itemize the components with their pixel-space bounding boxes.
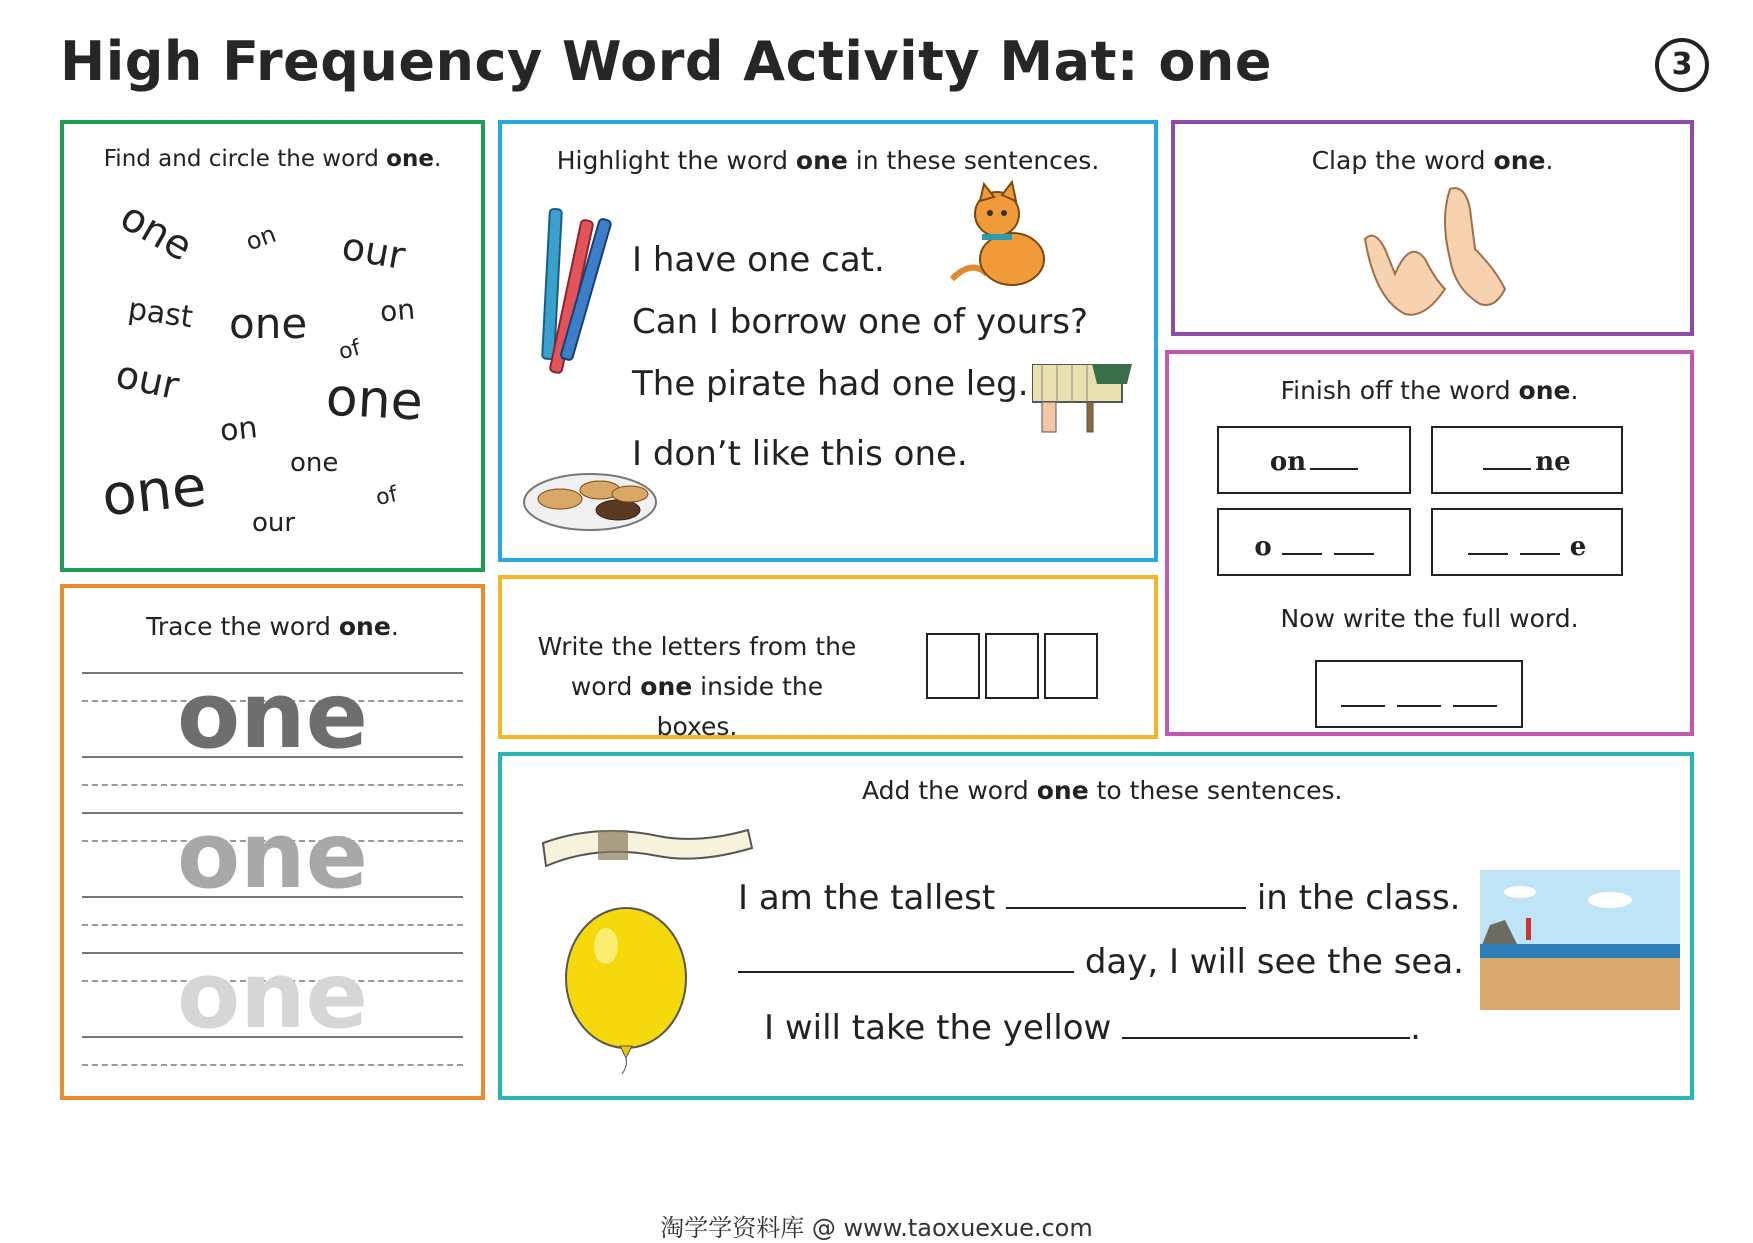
beach-scene-image bbox=[1480, 870, 1680, 1010]
scatter-word[interactable]: one bbox=[324, 367, 425, 433]
trace-word-light[interactable]: one bbox=[176, 942, 369, 1049]
trace-panel bbox=[60, 584, 485, 1100]
clap-panel bbox=[1171, 120, 1694, 336]
write-letters-panel bbox=[498, 575, 1158, 739]
letter-box-1[interactable] bbox=[926, 633, 980, 699]
clap-instruction: Clap the word one. bbox=[1311, 146, 1554, 175]
pirate-legs-icon bbox=[1032, 364, 1142, 444]
add-sentence-2[interactable]: day, I will see the sea. bbox=[738, 942, 1464, 982]
yellow-balloon-icon bbox=[556, 906, 696, 1081]
scatter-word[interactable]: on bbox=[242, 219, 280, 257]
finish-box-4[interactable]: e bbox=[1431, 508, 1623, 576]
finish-box-2[interactable]: ne bbox=[1431, 426, 1623, 494]
scatter-word[interactable]: our bbox=[252, 508, 296, 538]
pens-icon bbox=[538, 199, 618, 379]
add-sentence-3[interactable]: I will take the yellow . bbox=[764, 1008, 1421, 1048]
add-word-panel bbox=[498, 752, 1694, 1100]
page-title: High Frequency Word Activity Mat: one bbox=[60, 30, 1272, 93]
write-letters-instruction: Write the letters from the word one inside the boxes. bbox=[537, 632, 857, 741]
clapping-hands-icon bbox=[1355, 179, 1515, 329]
add-instruction: Add the word one to these sentences. bbox=[862, 776, 1343, 805]
scatter-word[interactable]: of bbox=[373, 482, 400, 511]
highlight-panel bbox=[498, 120, 1158, 562]
find-circle-panel bbox=[60, 120, 485, 572]
now-write-instruction: Now write the full word. bbox=[1280, 604, 1579, 633]
scatter-word[interactable]: on bbox=[378, 292, 417, 329]
scatter-word[interactable]: on bbox=[218, 410, 260, 449]
full-word-box[interactable] bbox=[1315, 660, 1523, 728]
scatter-word[interactable]: one bbox=[229, 299, 308, 348]
add-sentence-1[interactable]: I am the tallest in the class. bbox=[738, 878, 1461, 918]
highlight-instruction: Highlight the word one in these sentences. bbox=[556, 146, 1100, 175]
finish-instruction: Finish off the word one. bbox=[1280, 376, 1579, 405]
scatter-word[interactable]: our bbox=[338, 223, 409, 279]
page-number-badge: 3 bbox=[1655, 38, 1709, 92]
trace-word-dark[interactable]: one bbox=[176, 662, 369, 769]
highlight-sentence[interactable]: I don’t like this one. bbox=[632, 434, 968, 474]
trace-instruction: Trace the word one. bbox=[146, 612, 399, 641]
highlight-sentence[interactable]: I have one cat. bbox=[632, 240, 885, 280]
tape-measure-icon bbox=[538, 818, 758, 888]
finish-word-panel bbox=[1165, 350, 1694, 736]
cookies-plate-icon bbox=[520, 464, 660, 534]
finish-box-3[interactable]: o bbox=[1217, 508, 1411, 576]
scatter-word[interactable]: one bbox=[112, 193, 200, 271]
finish-box-1[interactable]: on bbox=[1217, 426, 1411, 494]
letter-box-2[interactable] bbox=[985, 633, 1039, 699]
scatter-word[interactable]: one bbox=[290, 448, 339, 478]
highlight-sentence[interactable]: The pirate had one leg. bbox=[632, 364, 1029, 404]
scatter-word[interactable]: our bbox=[112, 351, 183, 409]
scatter-word[interactable]: of bbox=[336, 335, 364, 366]
scatter-word[interactable]: one bbox=[98, 453, 210, 530]
trace-word-medium[interactable]: one bbox=[176, 802, 369, 909]
highlight-sentence[interactable]: Can I borrow one of yours? bbox=[632, 302, 1089, 342]
letter-box-3[interactable] bbox=[1044, 633, 1098, 699]
find-circle-instruction: Find and circle the word one. bbox=[103, 146, 442, 172]
footer-watermark: 淘学学资料库 @ www.taoxuexue.com bbox=[660, 1214, 1093, 1242]
scatter-word[interactable]: past bbox=[125, 291, 195, 336]
cat-icon bbox=[942, 179, 1062, 299]
